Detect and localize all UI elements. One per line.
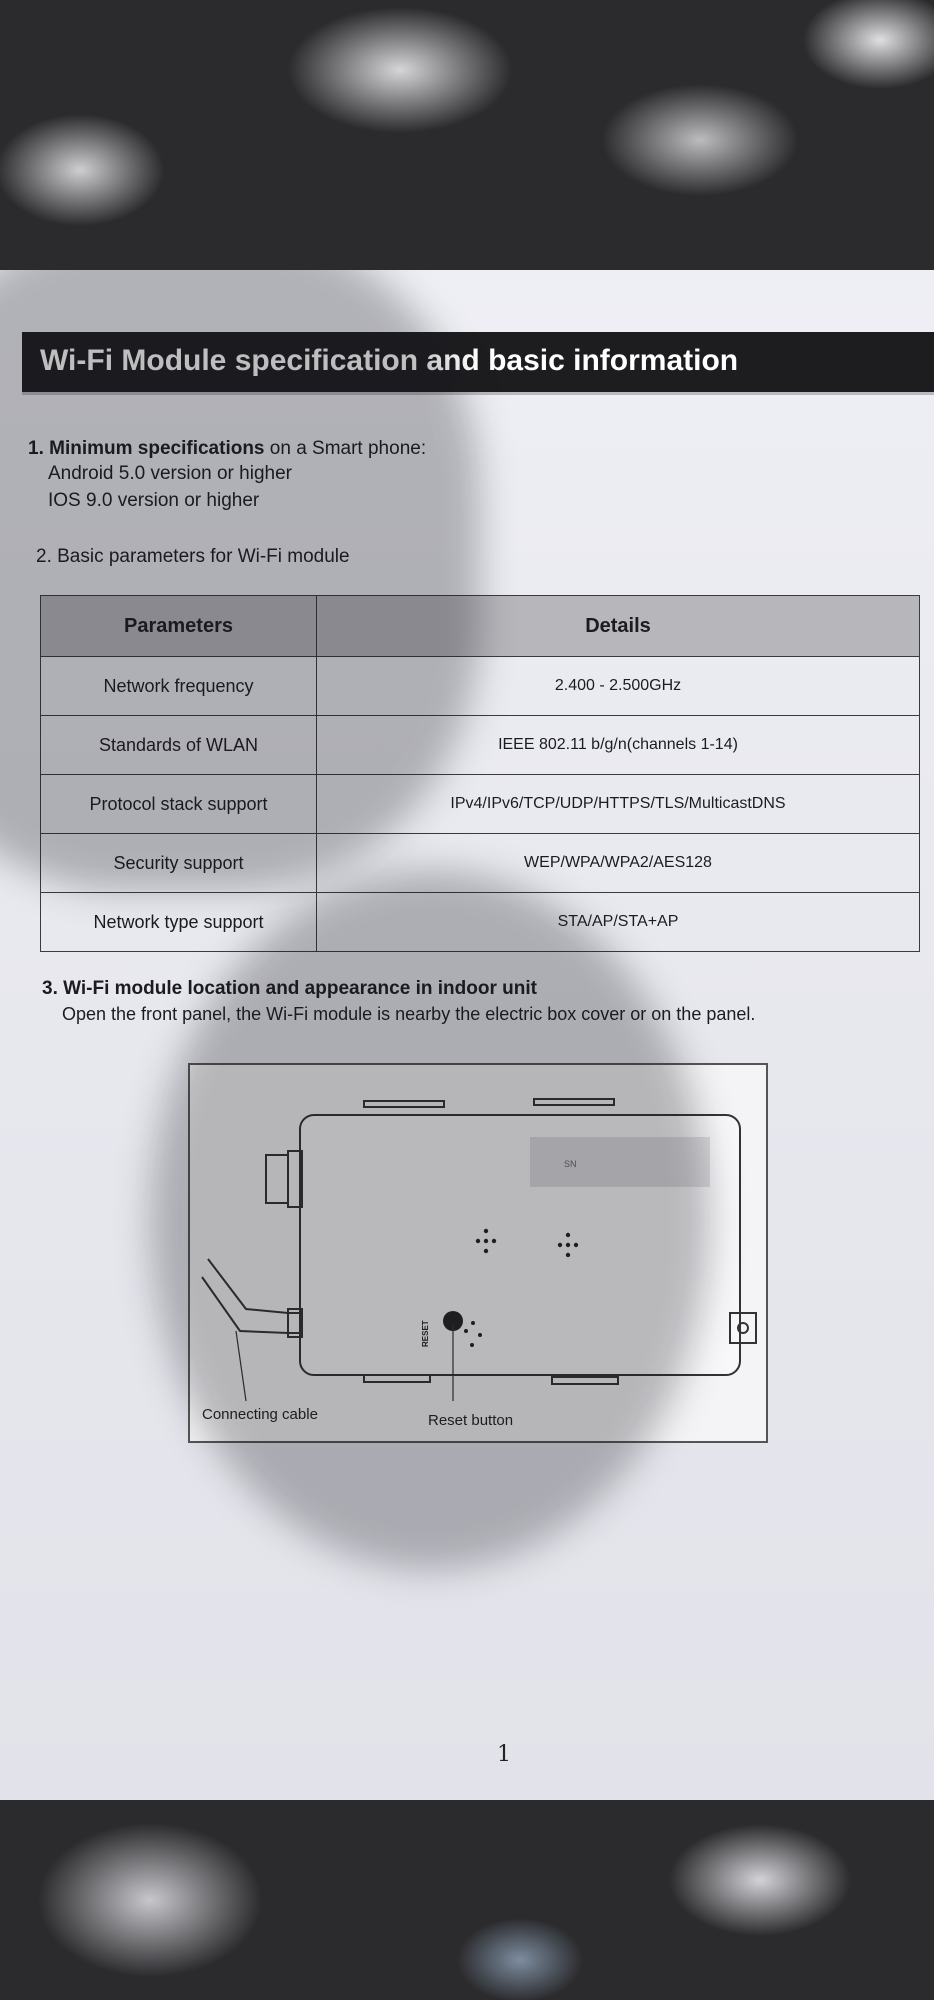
table-cell-param: Security support [41,834,317,893]
page-number: 1 [497,1742,511,1767]
table-row [41,893,920,952]
table-cell-detail: IEEE 802.11 b/g/n(channels 1-14) [317,716,920,775]
table-row [41,775,920,834]
section-3-heading-bold: 3. Wi-Fi module location [42,978,261,999]
section-1-heading-bold: 1. Minimum specifications [28,438,265,459]
section-1-heading-rest: on a Smart phone: [264,438,427,459]
wifi-module-diagram [188,1063,768,1443]
page-title: Wi-Fi Module specification and basic information [40,344,739,377]
table-cell-param: Network frequency [41,657,317,716]
table-cell-detail: IPv4/IPv6/TCP/UDP/HTTPS/TLS/MulticastDNS [317,775,920,834]
table-cell-param: Network type support [41,893,317,952]
section-1-line-android: Android 5.0 version or higher [48,463,292,484]
table-header-parameters: Parameters [41,596,317,657]
cable-label: Connecting cable [202,1406,318,1423]
table-row [41,716,920,775]
section-1 [28,438,426,514]
section-3-line: Open the front panel, the Wi-Fi module is nearby the electric box cover or on the panel. [62,1004,756,1024]
reset-text: RESET [421,1320,430,1347]
section-3-heading-rest: and appearance in indoor unit [260,978,537,999]
reset-button-label: Reset button [428,1412,514,1429]
title-bar [22,332,934,395]
section-2 [36,546,350,568]
sn-label: SN [564,1159,577,1169]
table-header-row [41,596,920,657]
table-cell-param: Protocol stack support [41,775,317,834]
table-cell-detail: 2.400 - 2.500GHz [317,657,920,716]
table-row [41,834,920,893]
table-header-details: Details [317,596,920,657]
section-3 [42,978,755,1028]
table-cell-detail: WEP/WPA/WPA2/AES128 [317,834,920,893]
document-page [0,270,934,1800]
parameters-table [40,595,920,952]
section-1-line-ios: IOS 9.0 version or higher [48,490,260,511]
sn-label-area [530,1137,710,1187]
section-2-heading: 2. Basic parameters for Wi-Fi module [36,546,350,567]
table-cell-detail: STA/AP/STA+AP [317,893,920,952]
table-row [41,657,920,716]
table-cell-param: Standards of WLAN [41,716,317,775]
